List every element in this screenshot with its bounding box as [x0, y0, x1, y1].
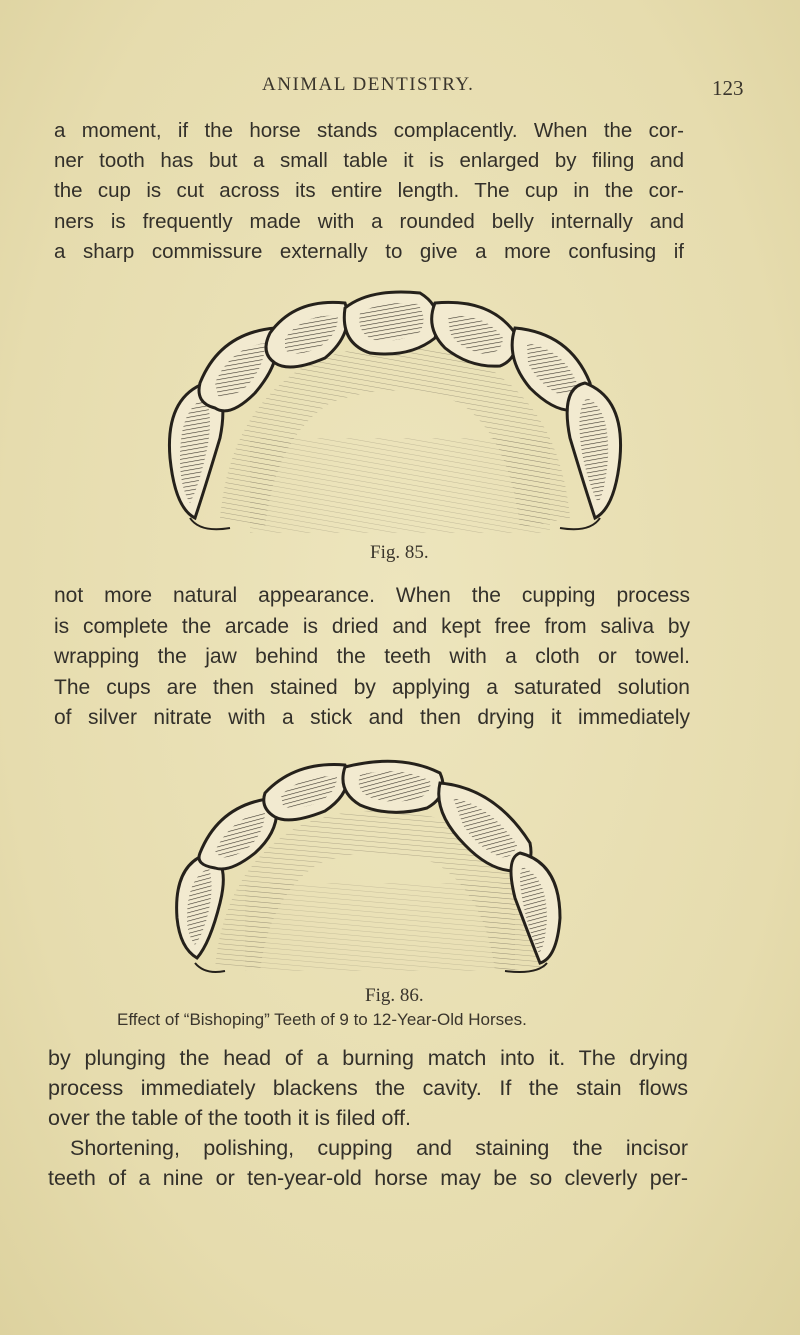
figure-86-caption: Fig. 86. — [365, 985, 424, 1006]
tooth-center — [344, 292, 438, 354]
text-line: of silver nitrate with a stick and then drying it immediately — [54, 706, 690, 729]
text-line: ner tooth has but a small table it is enlarged by filing and — [54, 149, 684, 173]
page-number: 123 — [712, 76, 744, 100]
text-line: Shortening, polishing, cupping and staining the incisor — [70, 1136, 688, 1160]
tooth-right-corner — [567, 383, 620, 518]
paragraph-3 — [48, 1043, 688, 1193]
text-line: not more natural appearance. When the cupping process — [54, 584, 690, 607]
text-line: a sharp commissure externally to give a more confusing if — [54, 239, 684, 263]
text-line: teeth of a nine or ten-year-old horse may be so cleverly per- — [48, 1166, 688, 1190]
figure-85-caption: Fig. 85. — [370, 542, 429, 563]
text-line: is complete the arcade is dried and kept free from saliva by — [54, 614, 690, 638]
paragraph-1 — [54, 116, 684, 267]
text-line: a moment, if the horse stands complacently. When the cor- — [54, 119, 684, 142]
figure-85-incisor-arcade — [160, 288, 630, 538]
tooth-left-central — [264, 765, 348, 820]
figure-86-bishoped-teeth — [165, 753, 585, 975]
text-line: wrapping the jaw behind the teeth with a cloth or towel. — [54, 645, 690, 668]
figure-86-subcaption: Effect of “Bishoping” Teeth of 9 to 12-Year-Old Horses. — [117, 1010, 527, 1029]
text-line: The cups are then stained by applying a saturated solution — [54, 675, 690, 699]
text-line: over the table of the tooth it is filed off. — [48, 1106, 411, 1130]
text-line: ners is frequently made with a rounded belly internally and — [54, 209, 684, 233]
tooth-right-central — [343, 761, 443, 812]
text-line: process immediately blackens the cavity. If the stain flows — [48, 1076, 688, 1100]
paragraph-2 — [54, 581, 690, 734]
text-line: the cup is cut across its entire length. The cup in the cor- — [54, 179, 684, 203]
running-head: ANIMAL DENTISTRY. — [262, 74, 475, 95]
text-line: by plunging the head of a burning match into it. The drying — [48, 1046, 688, 1070]
